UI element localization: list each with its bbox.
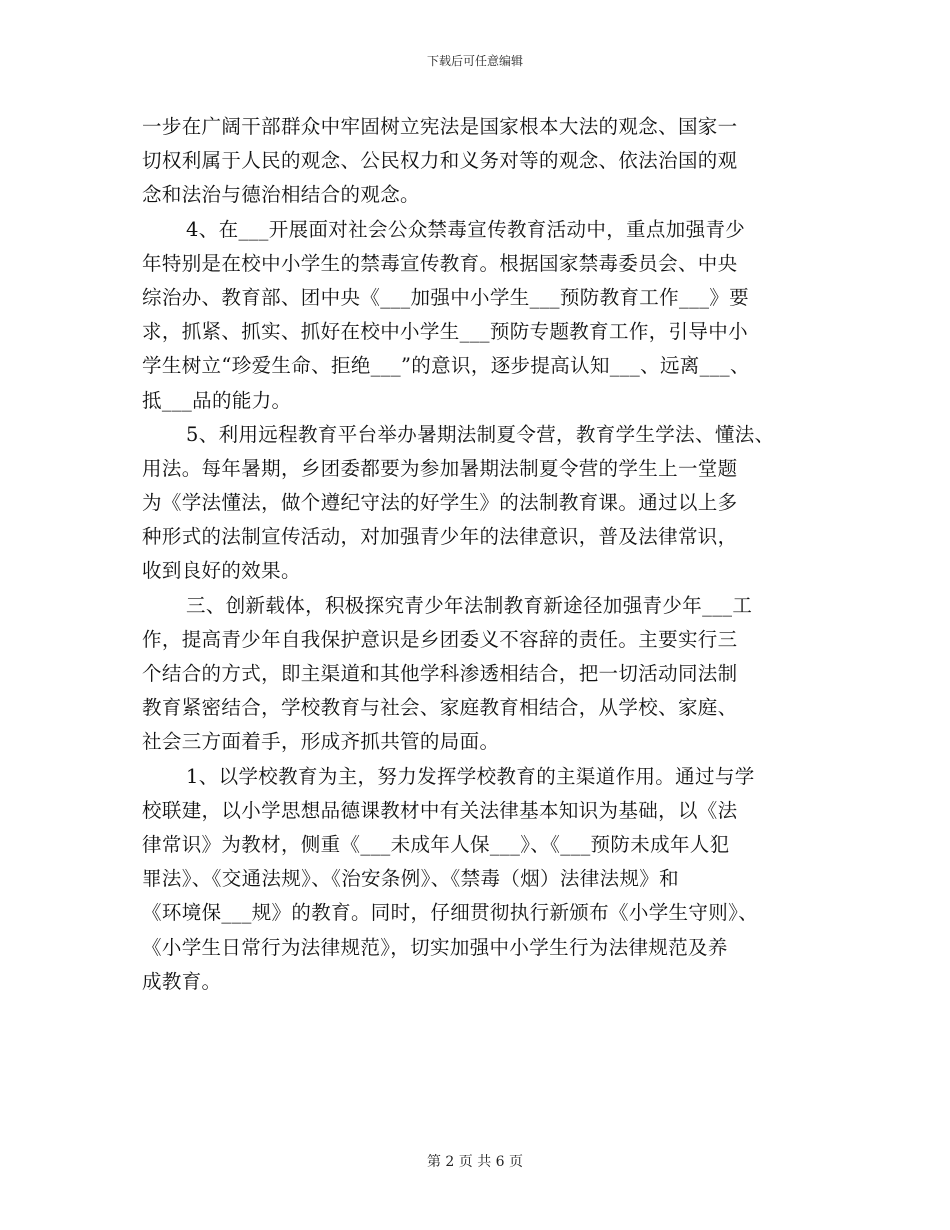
text-line: 律常识》为教材，侧重《___未成年人保___》、《___预防未成年人犯 [142, 832, 730, 856]
document-body [142, 110, 808, 999]
text-line: 社会三方面着手，形成齐抓共管的局面。 [142, 730, 500, 754]
paragraph-start-line: 4、在___开展面对社会公众禁毒宣传教育活动中，重点加强青少 [186, 217, 746, 241]
paragraph-start-line: 三、创新载体，积极探究青少年法制教育新途径加强青少年___工 [186, 593, 753, 617]
text-line: 综治办、教育部、团中央《___加强中小学生___预防教育工作___》要 [142, 285, 750, 309]
paragraph-start-line: 1、以学校教育为主，努力发挥学校教育的主渠道作用。通过与学 [186, 764, 755, 788]
text-line: 作，提高青少年自我保护意识是乡团委义不容辞的责任。主要实行三 [142, 627, 738, 651]
text-line: 用法。每年暑期，乡团委都要为参加暑期法制夏令营的学生上一堂题 [142, 456, 738, 480]
text-line: 《小学生日常行为法律规范》，切实加强中小学生行为法律规范及养 [142, 935, 728, 959]
text-line: 《环境保___规》的教育。同时，仔细贯彻执行新颁布《小学生守则》、 [142, 901, 759, 925]
text-line: 学生树立“珍爱生命、拒绝___”的意识，逐步提高认知___、远离___、 [142, 354, 750, 378]
text-line: 切权利属于人民的观念、公民权力和义务对等的观念、依法治国的观 [142, 149, 738, 173]
text-line: 抵___品的能力。 [142, 388, 292, 412]
text-line: 求，抓紧、抓实、抓好在校中小学生___预防专题教育工作，引导中小 [142, 320, 748, 344]
text-line: 一步在广阔干部群众中牢固树立宪法是国家根本大法的观念、国家一 [142, 115, 738, 138]
page-header: 下载后可任意编辑 [426, 54, 523, 68]
text-line: 校联建，以小学思想品德课教材中有关法律基本知识为基础，以《法 [142, 798, 738, 822]
text-line: 收到良好的效果。 [142, 559, 301, 583]
text-line: 年特别是在校中小学生的禁毒宣传教育。根据国家禁毒委员会、中央 [142, 251, 738, 275]
page-number-footer: 第 2 页 共 6 页 [426, 1154, 524, 1170]
text-line: 成教育。 [142, 969, 222, 993]
text-line: 为《学法懂法，做个遵纪守法的好学生》的法制教育课。通过以上多 [142, 491, 738, 515]
text-line: 教育紧密结合，学校教育与社会、家庭教育相结合，从学校、家庭、 [142, 696, 738, 720]
paragraph-start-line: 5、利用远程教育平台举办暑期法制夏令营，教育学生学法、懂法、 [186, 422, 775, 446]
text-line: 念和法治与德治相结合的观念。 [142, 183, 420, 207]
text-line: 个结合的方式，即主渠道和其他学科渗透相结合，把一切活动同法制 [142, 662, 738, 685]
text-line: 罪法》、《交通法规》、《治安条例》、《禁毒（烟）法律法规》和 [142, 867, 680, 891]
text-line: 种形式的法制宣传活动，对加强青少年的法律意识，普及法律常识， [142, 525, 738, 549]
